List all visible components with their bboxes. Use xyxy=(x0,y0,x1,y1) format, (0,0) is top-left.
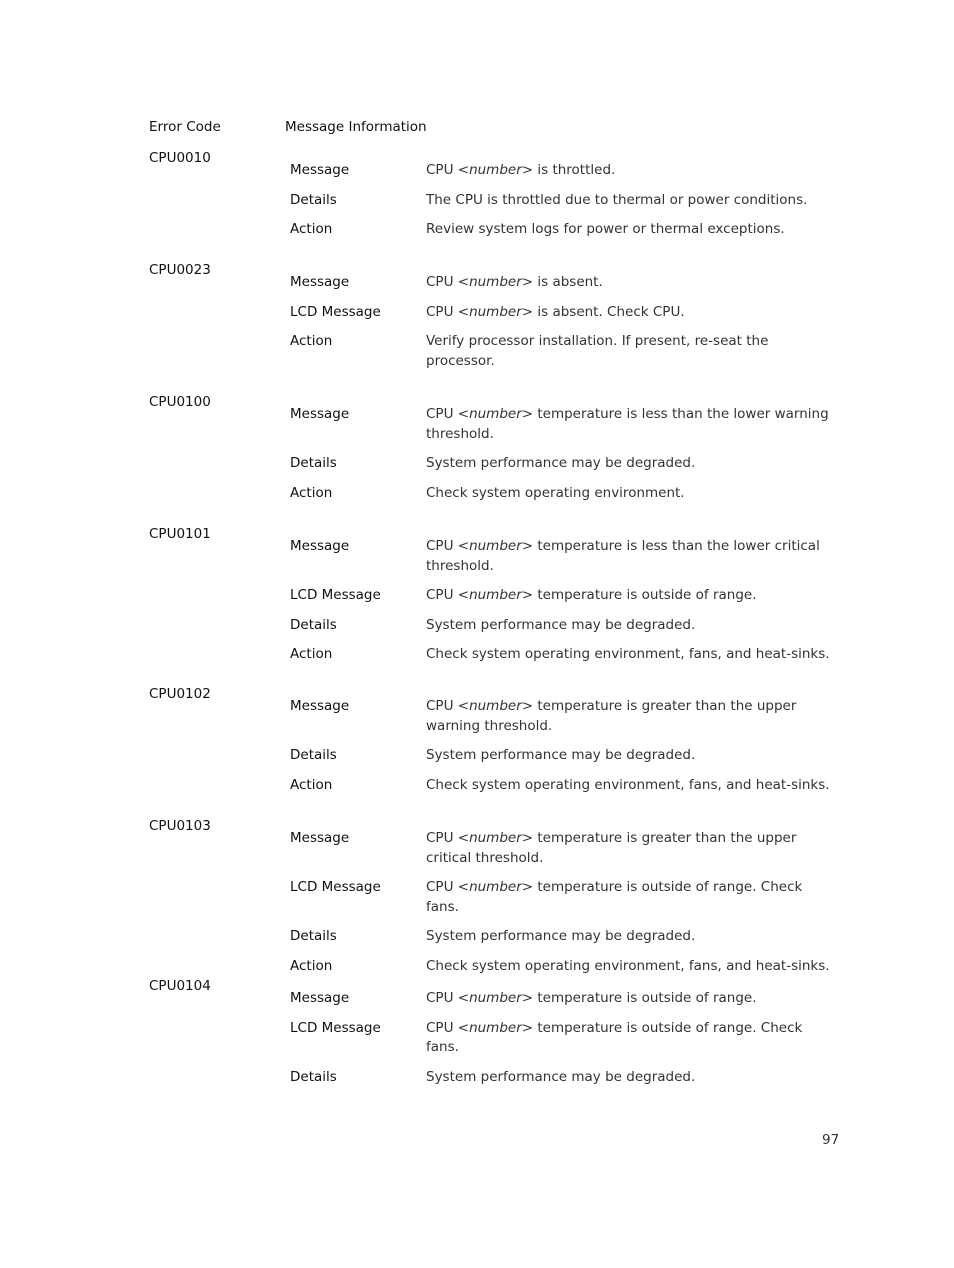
field-value-text: CPU < xyxy=(426,1019,470,1036)
field-value-text: System performance may be degraded. xyxy=(426,1068,696,1085)
field-value xyxy=(426,776,839,796)
field-value-text: CPU < xyxy=(426,587,470,603)
field-value-placeholder: number xyxy=(469,162,522,178)
field-value-text: Review system logs for power or thermal exceptions. xyxy=(426,221,785,237)
field-value-placeholder: number xyxy=(469,274,522,290)
message-fields xyxy=(290,697,839,805)
field-row xyxy=(290,878,839,917)
field-row xyxy=(290,161,839,181)
field-value xyxy=(426,220,839,240)
field-value xyxy=(426,332,839,371)
error-entry xyxy=(149,817,839,977)
field-label: Details xyxy=(290,455,337,471)
field-value-text: CPU < xyxy=(426,162,470,178)
field-label: Details xyxy=(290,1068,337,1085)
error-code: CPU0010 xyxy=(149,150,211,166)
field-value xyxy=(426,645,839,665)
field-value-text: CPU < xyxy=(426,990,470,1006)
field-row xyxy=(290,220,839,240)
field-value-placeholder: number xyxy=(469,830,522,846)
field-row xyxy=(290,989,839,1009)
field-value-text: The CPU is throttled due to thermal or power conditions. xyxy=(426,191,808,208)
field-label: LCD Message xyxy=(290,1019,381,1036)
field-row xyxy=(290,697,839,736)
field-value-text: > is absent. Check CPU. xyxy=(521,303,685,320)
field-value-text: Check system operating environment. xyxy=(426,484,685,501)
field-value-text: System performance may be degraded. xyxy=(426,747,696,763)
field-row xyxy=(290,454,839,474)
field-value-placeholder: number xyxy=(469,1019,522,1036)
field-value-text: System performance may be degraded. xyxy=(426,616,696,633)
field-value xyxy=(426,927,839,947)
field-value xyxy=(426,878,839,917)
field-value-placeholder: number xyxy=(469,879,522,895)
field-label: Action xyxy=(290,484,333,501)
field-value-text: > temperature is less than the lower critical threshold. xyxy=(426,538,820,574)
field-value-text: CPU < xyxy=(426,274,470,290)
field-label: Action xyxy=(290,776,333,793)
field-label: Message xyxy=(290,274,350,290)
field-label: LCD Message xyxy=(290,587,381,603)
error-entry xyxy=(149,977,839,1085)
field-value xyxy=(426,537,839,576)
field-label: Message xyxy=(290,830,350,846)
field-value-text: > temperature is greater than the upper warning threshold. xyxy=(426,698,797,734)
field-row xyxy=(290,746,839,766)
field-row xyxy=(290,537,839,576)
field-row xyxy=(290,303,839,323)
message-fields xyxy=(290,989,839,1097)
error-entry xyxy=(149,685,839,817)
field-value xyxy=(426,303,839,323)
field-row xyxy=(290,1068,839,1088)
error-code: CPU0100 xyxy=(149,394,211,410)
field-value-text: > is absent. xyxy=(521,274,603,290)
message-fields xyxy=(290,829,839,986)
message-fields xyxy=(290,161,839,250)
field-value-text: > temperature is greater than the upper critical threshold. xyxy=(426,830,797,866)
error-code: CPU0102 xyxy=(149,686,211,702)
field-row xyxy=(290,645,839,665)
field-value xyxy=(426,746,839,766)
field-value xyxy=(426,484,839,504)
field-value-text: > is throttled. xyxy=(521,162,616,178)
error-code: CPU0023 xyxy=(149,262,211,278)
field-label: Details xyxy=(290,747,337,763)
field-row xyxy=(290,927,839,947)
header-error-code: Error Code xyxy=(149,119,221,135)
field-row xyxy=(290,484,839,504)
field-row xyxy=(290,776,839,796)
field-value-text: CPU < xyxy=(426,698,470,714)
error-code: CPU0101 xyxy=(149,526,211,542)
field-value-placeholder: number xyxy=(469,587,522,603)
field-label: Details xyxy=(290,928,337,944)
field-label: LCD Message xyxy=(290,303,381,320)
field-value-text: Check system operating environment, fans, and heat-sinks. xyxy=(426,957,830,974)
field-value-placeholder: number xyxy=(469,990,522,1006)
field-value xyxy=(426,161,839,181)
field-value xyxy=(426,586,839,606)
message-fields xyxy=(290,537,839,675)
error-entry xyxy=(149,149,839,261)
field-value-placeholder: number xyxy=(469,538,522,554)
field-label: Message xyxy=(290,538,350,554)
field-value-text: CPU < xyxy=(426,879,470,895)
field-label: Message xyxy=(290,406,350,422)
field-value xyxy=(426,454,839,474)
field-row xyxy=(290,191,839,211)
header-message-information: Message Information xyxy=(285,119,427,135)
field-row xyxy=(290,829,839,868)
field-value-placeholder: number xyxy=(469,698,522,714)
field-value-text: > temperature is outside of range. xyxy=(521,587,757,603)
field-value xyxy=(426,989,839,1009)
field-row xyxy=(290,586,839,606)
field-value-text: Check system operating environment, fans, and heat-sinks. xyxy=(426,646,830,662)
error-code-table xyxy=(149,149,839,1085)
error-code: CPU0104 xyxy=(149,978,211,994)
error-entry xyxy=(149,261,839,393)
field-value xyxy=(426,273,839,293)
field-row xyxy=(290,1019,839,1058)
error-entry xyxy=(149,525,839,685)
field-value-text: > temperature is less than the lower warning threshold. xyxy=(426,406,829,442)
field-value-text: Verify processor installation. If present, re-seat the processor. xyxy=(426,333,769,369)
field-value-text: Check system operating environment, fans, and heat-sinks. xyxy=(426,776,830,793)
field-value-text: CPU < xyxy=(426,303,470,320)
error-entry xyxy=(149,393,839,525)
field-label: Details xyxy=(290,191,337,208)
message-fields xyxy=(290,405,839,513)
field-value-text: > temperature is outside of range. Check fans. xyxy=(426,1019,803,1055)
field-value-text: > temperature is outside of range. xyxy=(521,990,757,1006)
field-value xyxy=(426,191,839,211)
field-row xyxy=(290,273,839,293)
field-label: Action xyxy=(290,221,333,237)
page-number: 97 xyxy=(822,1132,840,1148)
error-code: CPU0103 xyxy=(149,818,211,834)
field-row xyxy=(290,405,839,444)
field-value xyxy=(426,829,839,868)
field-value xyxy=(426,697,839,736)
field-value-text: CPU < xyxy=(426,406,470,422)
field-value-placeholder: number xyxy=(469,406,522,422)
field-value-placeholder: number xyxy=(469,303,522,320)
field-label: Action xyxy=(290,333,333,349)
field-label: Action xyxy=(290,646,333,662)
field-value xyxy=(426,957,839,977)
field-label: LCD Message xyxy=(290,879,381,895)
field-value xyxy=(426,1019,839,1058)
field-label: Details xyxy=(290,616,337,633)
field-value-text: CPU < xyxy=(426,538,470,554)
field-label: Message xyxy=(290,990,350,1006)
field-value-text: System performance may be degraded. xyxy=(426,455,696,471)
table-header xyxy=(149,119,839,139)
field-row xyxy=(290,332,839,371)
field-value xyxy=(426,1068,839,1088)
field-label: Message xyxy=(290,162,350,178)
field-row xyxy=(290,616,839,636)
field-label: Action xyxy=(290,957,333,974)
field-value xyxy=(426,616,839,636)
field-label: Message xyxy=(290,698,350,714)
message-fields xyxy=(290,273,839,381)
field-row xyxy=(290,957,839,977)
field-value xyxy=(426,405,839,444)
field-value-text: > temperature is outside of range. Check fans. xyxy=(426,879,803,915)
field-value-text: CPU < xyxy=(426,830,470,846)
field-value-text: System performance may be degraded. xyxy=(426,928,696,944)
